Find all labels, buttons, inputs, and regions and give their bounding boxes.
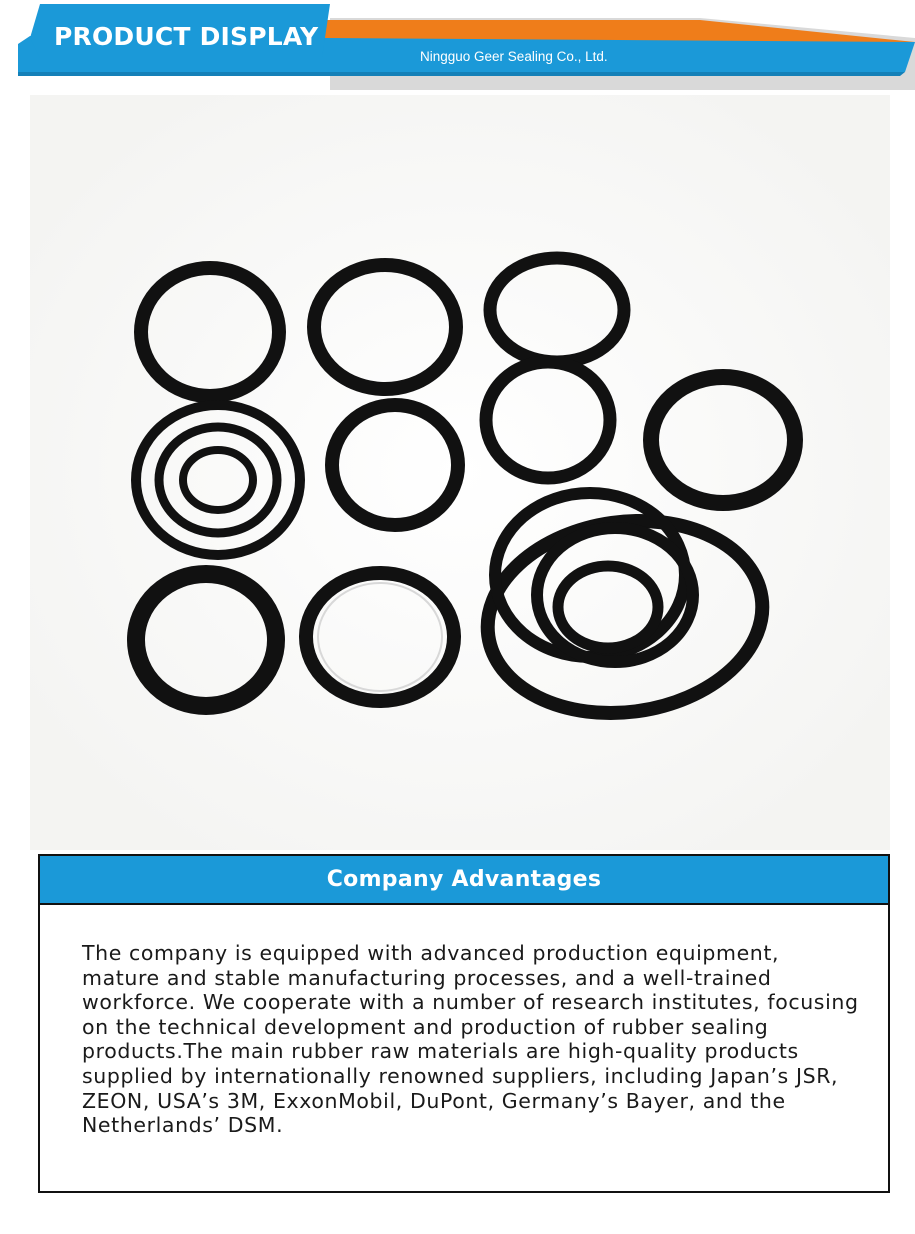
header-banner (0, 0, 915, 90)
advantages-title: Company Advantages (326, 867, 602, 892)
seal-rings-illustration (30, 95, 890, 850)
advantages-header (40, 856, 888, 905)
banner-shadow (18, 72, 905, 76)
company-name: Ningguo Geer Sealing Co., Ltd. (420, 49, 608, 64)
product-photo (30, 95, 890, 850)
page-title: PRODUCT DISPLAY (54, 22, 319, 51)
company-advantages-panel (38, 854, 890, 1193)
advantages-text: The company is equipped with advanced production equipment, mature and stable manufacturing processes, and a well-trained workforce. We cooperate with a number of research institutes, focusing on the technical development and production of rubber sealing products.The main rubber raw materials are high-quality products supplied by internationally renowned suppliers, including Japan’s JSR, ZEON, USA’s 3M, ExxonMobil, DuPont, Germany’s Bayer, and the Netherlands’ DSM. (82, 941, 859, 1138)
